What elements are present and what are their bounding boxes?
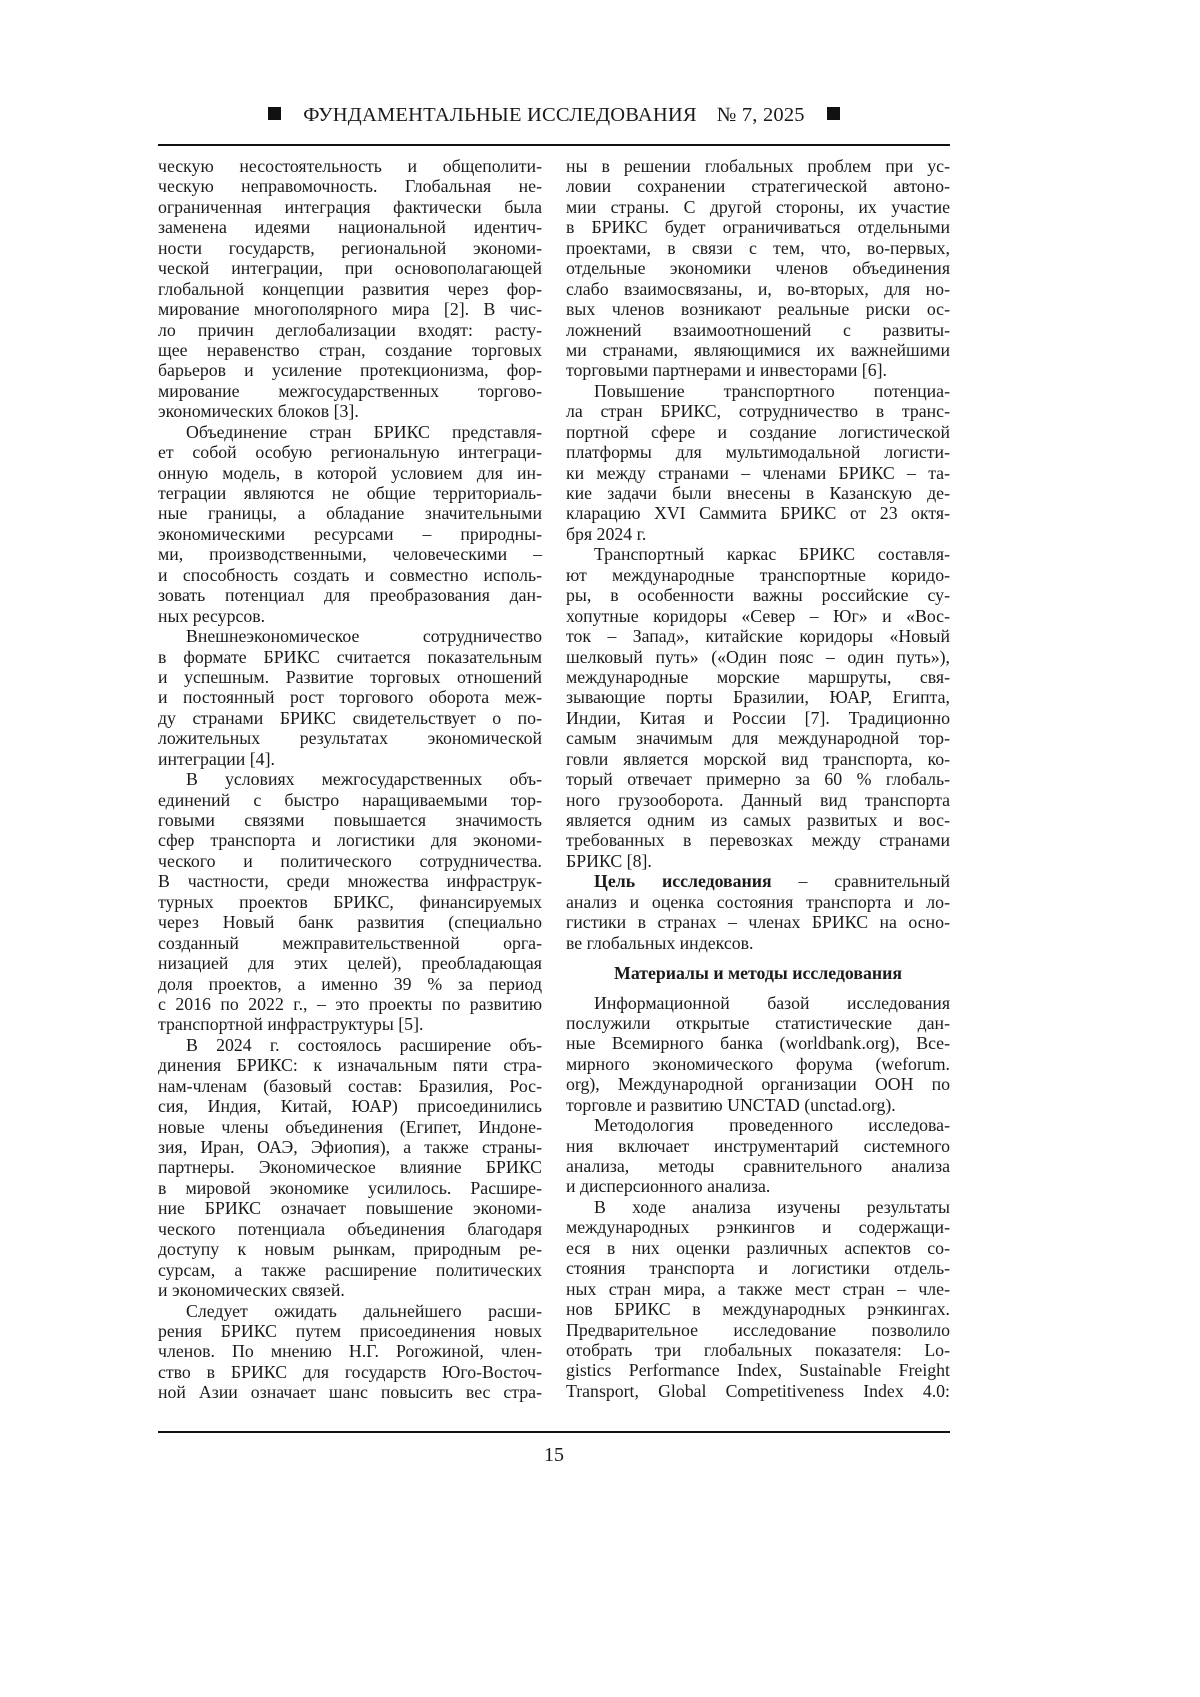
text-line xyxy=(566,1360,950,1380)
line-text: шелковый путь» («Один пояс – один путь»), xyxy=(566,647,950,667)
text-line xyxy=(566,483,950,503)
text-line xyxy=(158,708,542,728)
line-text: ны в решении глобальных проблем при ус- xyxy=(566,156,950,176)
text-line xyxy=(566,749,950,769)
text-line xyxy=(158,585,542,605)
text-line xyxy=(158,790,542,810)
text-line xyxy=(158,197,542,217)
text-line xyxy=(158,1014,542,1034)
line-text: ду странами БРИКС свидетельствует о по- xyxy=(158,708,542,728)
line-text: В частности, среди множества инфраструк- xyxy=(158,871,542,891)
line-text: и постоянный рост торгового оборота меж- xyxy=(158,687,542,707)
text-line xyxy=(158,1260,542,1280)
line-text: в БРИКС будет ограничиваться отдельными xyxy=(566,217,950,237)
line-text: ния включает инструментарий системного xyxy=(566,1136,950,1156)
line-text: низацией для этих целей), преобладающая xyxy=(158,953,542,973)
line-text: международные морские маршруты, свя- xyxy=(566,667,950,687)
text-line xyxy=(566,1197,950,1217)
text-line xyxy=(566,442,950,462)
line-text: является одним из самых развитых и вос- xyxy=(566,810,950,830)
text-line xyxy=(158,667,542,687)
line-text: в формате БРИКС считается показательным xyxy=(158,647,542,667)
text-line xyxy=(566,1115,950,1135)
text-line xyxy=(158,442,542,462)
text-line xyxy=(158,1219,542,1239)
text-line xyxy=(566,871,950,891)
text-line xyxy=(158,1362,542,1382)
line-text: БРИКС [8]. xyxy=(566,851,652,871)
line-text: онную модель, в которой условием для ин- xyxy=(158,463,542,483)
text-line xyxy=(566,1340,950,1360)
line-text: зывающие порты Бразилии, ЮАР, Египта, xyxy=(566,687,950,707)
line-text: единений с быстро наращиваемыми тор- xyxy=(158,790,542,810)
line-text: заменена идеями национальной идентич- xyxy=(158,217,542,237)
text-line xyxy=(158,810,542,830)
line-text: ми странами, являющимися их важнейшими xyxy=(566,340,950,360)
line-text: щее неравенство стран, создание торговых xyxy=(158,340,542,360)
paragraph xyxy=(566,993,950,1116)
text-line xyxy=(566,933,950,953)
text-line xyxy=(158,851,542,871)
line-text: ток – Запад», китайские коридоры «Новый xyxy=(566,626,950,646)
text-line xyxy=(566,606,950,626)
line-text: и дисперсионного анализа. xyxy=(566,1176,770,1196)
line-text: в мировой экономике усилилось. Расшире- xyxy=(158,1178,542,1198)
text-line xyxy=(566,381,950,401)
text-line xyxy=(158,422,542,442)
text-line xyxy=(566,258,950,278)
line-text: ры, в особенности важны российские су- xyxy=(566,585,950,605)
text-line xyxy=(158,687,542,707)
paragraph xyxy=(566,871,950,953)
text-line xyxy=(566,647,950,667)
text-line xyxy=(566,197,950,217)
paragraph xyxy=(158,769,542,1035)
line-text: ного грузооборота. Данный вид транспорта xyxy=(566,790,950,810)
text-line xyxy=(566,1381,950,1401)
section-heading: Материалы и методы исследования xyxy=(566,963,950,983)
line-text: ности государств, региональной экономи- xyxy=(158,238,542,258)
text-line xyxy=(158,503,542,523)
paragraph xyxy=(566,381,950,545)
line-text: Информационной базой исследования xyxy=(594,993,950,1013)
line-text: сфер транспорта и логистики для экономи- xyxy=(158,830,542,850)
text-line xyxy=(566,1013,950,1033)
line-text: ческого потенциала объединения благодаря xyxy=(158,1219,542,1239)
text-line xyxy=(158,1301,542,1321)
line-text: доля проектов, а именно 39 % за период xyxy=(158,974,542,994)
text-line xyxy=(158,953,542,973)
line-text: ной Азии означает шанс повысить вес стра- xyxy=(158,1382,542,1402)
text-line xyxy=(158,974,542,994)
line-text: с 2016 по 2022 г., – это проекты по развитию xyxy=(158,994,542,1014)
line-text: ве глобальных индексов. xyxy=(566,933,753,953)
paragraph xyxy=(566,544,950,871)
text-line xyxy=(566,401,950,421)
line-text: послужили открытые статистические дан- xyxy=(566,1013,950,1033)
text-line xyxy=(566,1095,950,1115)
text-line xyxy=(566,708,950,728)
bold-lead: Цель исследования xyxy=(594,871,772,891)
line-text: мирование межгосударственных торгово- xyxy=(158,381,542,401)
paragraph xyxy=(158,626,542,769)
text-line xyxy=(158,1382,542,1402)
running-header xyxy=(158,104,950,127)
text-line xyxy=(158,340,542,360)
text-line xyxy=(158,463,542,483)
text-line xyxy=(566,340,950,360)
line-text: нов БРИКС в международных рэнкингах. xyxy=(566,1299,950,1319)
text-line xyxy=(158,1341,542,1361)
page-number: 15 xyxy=(158,1444,950,1467)
line-text: еся в них оценки различных аспектов со- xyxy=(566,1238,950,1258)
text-line xyxy=(158,933,542,953)
line-text: ческого и политического сотрудничества. xyxy=(158,851,542,871)
line-text: слабо взаимосвязаны, и, во-вторых, для но- xyxy=(566,279,950,299)
line-text: ческую неправомочность. Глобальная не- xyxy=(158,176,542,196)
text-line xyxy=(566,830,950,850)
line-text: Предварительное исследование позволило xyxy=(566,1320,950,1340)
text-line xyxy=(566,1238,950,1258)
line-text: барьеров и усиление протекционизма, фор- xyxy=(158,360,542,380)
text-line xyxy=(158,1055,542,1075)
line-text: ми, производственными, человеческими – xyxy=(158,544,542,564)
square-bullet-icon xyxy=(268,107,281,120)
line-text: Внешнеэкономическое сотрудничество xyxy=(186,626,542,646)
line-text: транспортной инфраструктуры [5]. xyxy=(158,1014,423,1034)
line-text: вых членов возникают реальные риски ос- xyxy=(566,299,950,319)
text-line xyxy=(158,176,542,196)
line-text: новые члены объединения (Египет, Индоне- xyxy=(158,1117,542,1137)
line-text: торговле и развитию UNCTAD (unctad.org). xyxy=(566,1095,896,1115)
line-text: зовать потенциал для преобразования дан- xyxy=(158,585,542,605)
text-line xyxy=(158,871,542,891)
footer-divider xyxy=(158,1431,950,1433)
line-text: интеграции [4]. xyxy=(158,749,275,769)
line-text: гистики в странах – членах БРИКС на осно- xyxy=(566,912,950,932)
right-column xyxy=(566,156,950,1401)
header-divider xyxy=(158,144,950,146)
text-line xyxy=(158,994,542,1014)
text-line xyxy=(158,647,542,667)
paragraph xyxy=(158,422,542,626)
text-line xyxy=(566,1320,950,1340)
line-text: ложительных результатах экономической xyxy=(158,728,542,748)
text-line xyxy=(566,156,950,176)
line-text: портной сфере и создание логистической xyxy=(566,422,950,442)
text-line xyxy=(158,401,542,421)
line-text: ные границы, а обладание значительными xyxy=(158,503,542,523)
issue-number: № 7, 2025 xyxy=(717,104,805,126)
line-text: Методология проведенного исследова- xyxy=(594,1115,950,1135)
text-line xyxy=(158,279,542,299)
left-column xyxy=(158,156,542,1403)
text-line xyxy=(566,1074,950,1094)
text-line xyxy=(158,238,542,258)
line-text: говыми связями повышается значимость xyxy=(158,810,542,830)
line-text: платформы для мультимодальной логисти- xyxy=(566,442,950,462)
line-text: и способность создать и совместно исполь- xyxy=(158,565,542,585)
line-text: говли является морской вид транспорта, ко- xyxy=(566,749,950,769)
text-line xyxy=(158,299,542,319)
line-text: через Новый банк развития (специально xyxy=(158,912,542,932)
paragraph xyxy=(158,1035,542,1301)
text-line xyxy=(566,1054,950,1074)
line-text: партнеры. Экономическое влияние БРИКС xyxy=(158,1157,542,1177)
text-line xyxy=(566,851,950,871)
line-text: нам-членам (базовый состав: Бразилия, Рос- xyxy=(158,1076,542,1096)
text-line xyxy=(158,1239,542,1259)
paragraph xyxy=(566,156,950,381)
line-text: Индии, Китая и России [7]. Традиционно xyxy=(566,708,950,728)
text-line xyxy=(566,892,950,912)
line-text: Объединение стран БРИКС представля- xyxy=(186,422,542,442)
line-text: мирного экономического форума (weforum. xyxy=(566,1054,950,1074)
text-line xyxy=(158,912,542,932)
line-text: В 2024 г. состоялось расширение объ- xyxy=(186,1035,542,1055)
text-line xyxy=(158,728,542,748)
text-line xyxy=(566,810,950,830)
line-text: стояния транспорта и логистики отдель- xyxy=(566,1258,950,1278)
line-text: ет собой особую региональную интеграци- xyxy=(158,442,542,462)
line-text: хопутные коридоры «Север – Юг» и «Вос- xyxy=(566,606,950,626)
line-text: ние БРИКС означает повышение экономи- xyxy=(158,1198,542,1218)
line-text: Следует ожидать дальнейшего расши- xyxy=(186,1301,542,1321)
line-text: Повышение транспортного потенциа- xyxy=(594,381,950,401)
line-text: требованных в перевозках между странами xyxy=(566,830,950,850)
line-text: ство в БРИКС для государств Юго-Восточ- xyxy=(158,1362,542,1382)
text-line xyxy=(158,1137,542,1157)
text-line xyxy=(158,565,542,585)
line-text: мии страны. С другой стороны, их участие xyxy=(566,197,950,217)
line-text: gistics Performance Index, Sustainable Freight xyxy=(566,1360,950,1380)
text-line xyxy=(158,1321,542,1341)
line-text: международных рэнкингов и содержащи- xyxy=(566,1217,950,1237)
line-text: и экономических связей. xyxy=(158,1280,345,1300)
paragraph xyxy=(566,1197,950,1401)
text-line xyxy=(566,299,950,319)
line-text: кие задачи были внесены в Казанскую де- xyxy=(566,483,950,503)
line-text: сия, Индия, Китай, ЮАР) присоединились xyxy=(158,1096,542,1116)
text-line xyxy=(566,585,950,605)
line-text: анализ и оценка состояния транспорта и ло- xyxy=(566,892,950,912)
text-line xyxy=(566,320,950,340)
text-line xyxy=(158,1035,542,1055)
text-line xyxy=(158,1280,542,1300)
line-text: Транспортный каркас БРИКС составля- xyxy=(594,544,950,564)
line-text: ных стран мира, а также мест стран – чле- xyxy=(566,1279,950,1299)
journal-title: ФУНДАМЕНТАЛЬНЫЕ ИССЛЕДОВАНИЯ xyxy=(303,104,697,126)
line-text: ные Всемирного банка (worldbank.org), Все- xyxy=(566,1033,950,1053)
text-line xyxy=(566,769,950,789)
text-line xyxy=(158,544,542,564)
line-text: ческой интеграции, при основополагающей xyxy=(158,258,542,278)
line-text: В условиях межгосударственных объ- xyxy=(186,769,542,789)
line-text: отобрать три глобальных показателя: Lo- xyxy=(566,1340,950,1360)
line-text: бря 2024 г. xyxy=(566,524,646,544)
text-line xyxy=(158,892,542,912)
line-text: ческую несостоятельность и общеполити- xyxy=(158,156,542,176)
text-line xyxy=(566,279,950,299)
line-text: и успешным. Развитие торговых отношений xyxy=(158,667,542,687)
text-line xyxy=(566,565,950,585)
line-text: отдельные экономики членов объединения xyxy=(566,258,950,278)
line-text: ных ресурсов. xyxy=(158,606,265,626)
line-text: Transport, Global Competitiveness Index 4.0: xyxy=(566,1381,950,1401)
line-text: кларацию XVI Саммита БРИКС от 23 октя- xyxy=(566,503,950,523)
line-text: В ходе анализа изучены результаты xyxy=(594,1197,950,1217)
text-line xyxy=(566,1217,950,1237)
line-text: глобальной концепции развития через фор- xyxy=(158,279,542,299)
text-line xyxy=(566,1258,950,1278)
text-line xyxy=(566,217,950,237)
text-line xyxy=(158,1157,542,1177)
line-text: торговыми партнерами и инвесторами [6]. xyxy=(566,360,887,380)
text-line xyxy=(158,360,542,380)
text-line xyxy=(566,1279,950,1299)
square-bullet-icon xyxy=(827,107,840,120)
text-line xyxy=(158,606,542,626)
text-line xyxy=(158,381,542,401)
line-text: – сравнительный xyxy=(772,871,950,891)
text-line xyxy=(158,1096,542,1116)
text-line xyxy=(158,769,542,789)
text-line xyxy=(566,1156,950,1176)
text-line xyxy=(566,993,950,1013)
line-text: самым значимым для международной тор- xyxy=(566,728,950,748)
line-text: проектами, в связи с тем, что, во-первых, xyxy=(566,238,950,258)
text-line xyxy=(566,1299,950,1319)
line-text: рения БРИКС путем присоединения новых xyxy=(158,1321,542,1341)
line-text: турных проектов БРИКС, финансируемых xyxy=(158,892,542,912)
line-text: ложнений взаимоотношений с развиты- xyxy=(566,320,950,340)
text-line xyxy=(158,483,542,503)
text-line xyxy=(158,320,542,340)
line-text: сурсам, а также расширение политических xyxy=(158,1260,542,1280)
text-line xyxy=(158,1117,542,1137)
text-line xyxy=(158,830,542,850)
text-line xyxy=(566,1176,950,1196)
line-text: ло причин деглобализации входят: расту- xyxy=(158,320,542,340)
line-text: зия, Иран, ОАЭ, Эфиопия), а также страны- xyxy=(158,1137,542,1157)
line-text: мирование многополярного мира [2]. В чис- xyxy=(158,299,542,319)
text-line xyxy=(158,749,542,769)
line-text: org), Международной организации ООН по xyxy=(566,1074,950,1094)
text-line xyxy=(158,217,542,237)
text-line xyxy=(158,1178,542,1198)
line-text: теграции являются не общие территориаль- xyxy=(158,483,542,503)
line-text: ловии сохранении стратегической автоно- xyxy=(566,176,950,196)
text-line xyxy=(566,176,950,196)
line-text: ки между странами – членами БРИКС – та- xyxy=(566,463,950,483)
text-line xyxy=(566,544,950,564)
text-line xyxy=(566,687,950,707)
text-line xyxy=(566,524,950,544)
line-text: ограниченная интеграция фактически была xyxy=(158,197,542,217)
text-line xyxy=(158,258,542,278)
text-line xyxy=(566,463,950,483)
line-text: доступу к новым рынкам, природным ре- xyxy=(158,1239,542,1259)
text-line xyxy=(566,1136,950,1156)
line-text: экономических блоков [3]. xyxy=(158,401,359,421)
text-line xyxy=(158,1076,542,1096)
paragraph xyxy=(566,1115,950,1197)
line-text: членов. По мнению Н.Г. Рогожиной, член- xyxy=(158,1341,542,1361)
paragraph xyxy=(158,1301,542,1403)
line-text: анализа, методы сравнительного анализа xyxy=(566,1156,950,1176)
text-line xyxy=(566,626,950,646)
line-text: экономическими ресурсами – природны- xyxy=(158,524,542,544)
text-line xyxy=(566,667,950,687)
line-text: динения БРИКС: к изначальным пяти стра- xyxy=(158,1055,542,1075)
line-text: созданный межправительственной орга- xyxy=(158,933,542,953)
text-line xyxy=(566,912,950,932)
text-line xyxy=(158,626,542,646)
line-text: ла стран БРИКС, сотрудничество в транс- xyxy=(566,401,950,421)
text-line xyxy=(158,1198,542,1218)
paragraph xyxy=(158,156,542,422)
text-line xyxy=(566,1033,950,1053)
text-line xyxy=(158,524,542,544)
line-text: ют международные транспортные коридо- xyxy=(566,565,950,585)
text-line xyxy=(566,503,950,523)
text-line xyxy=(158,156,542,176)
text-line xyxy=(566,360,950,380)
text-line xyxy=(566,422,950,442)
line-text: торый отвечает примерно за 60 % глобаль- xyxy=(566,769,950,789)
text-line xyxy=(566,790,950,810)
text-line xyxy=(566,728,950,748)
text-line xyxy=(566,238,950,258)
